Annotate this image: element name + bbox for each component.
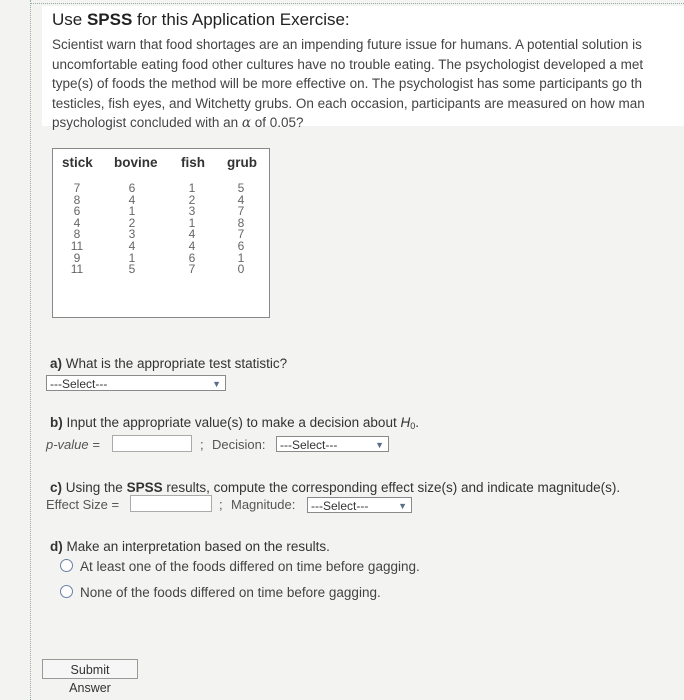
header-stick: stick — [62, 155, 93, 170]
question-d: d) Make an interpretation based on the results. — [50, 539, 330, 554]
effect-size-input[interactable] — [130, 495, 212, 512]
prompt-line: psychologist concluded with an α of 0.05? — [52, 115, 304, 131]
question-b: b) Input the appropriate value(s) to make a decision about H0. — [50, 415, 419, 431]
table-body — [53, 183, 269, 313]
test-statistic-select[interactable] — [46, 375, 226, 391]
decision-separator: ; — [200, 437, 204, 452]
table-cell: 1 — [128, 204, 136, 219]
top-divider — [30, 3, 684, 5]
table-cell: 11 — [70, 238, 84, 253]
table-header — [53, 149, 269, 175]
table-cell: 3 — [128, 227, 136, 242]
table-cell: 6 — [128, 181, 136, 195]
radio-icon[interactable] — [60, 559, 73, 572]
chevron-down-icon: ▼ — [375, 440, 384, 450]
table-cell: 7 — [188, 262, 196, 277]
header-grub: grub — [227, 155, 257, 170]
column-fish — [175, 183, 209, 276]
question-c: c) Using the SPSS results, compute the corresponding effect size(s) and indicate magnitude(s). — [50, 480, 621, 495]
table-cell: 6 — [188, 250, 196, 265]
decision-select[interactable] — [276, 436, 389, 452]
option-none[interactable]: None of the foods differed on time before gagging. — [60, 585, 381, 600]
column-grub — [224, 183, 258, 276]
option-at-least-one[interactable]: At least one of the foods differed on time before gagging. — [60, 559, 420, 574]
prompt-line: testicles, fish eyes, and Witchetty grubs. On each occasion, participants are measured on how man — [52, 95, 645, 111]
table-cell: 4 — [188, 238, 196, 253]
table-cell: 6 — [73, 204, 81, 219]
table-cell: 7 — [237, 227, 245, 242]
table-cell: 4 — [128, 238, 136, 253]
magnitude-label: Magnitude: — [231, 497, 296, 512]
magnitude-select-value: ---Select--- — [311, 499, 369, 513]
table-cell: 5 — [237, 181, 245, 195]
decision-label: Decision: — [212, 437, 266, 452]
decision-select-value: ---Select--- — [280, 438, 338, 452]
chevron-down-icon: ▼ — [398, 501, 407, 511]
exercise-prompt — [52, 35, 645, 133]
radio-icon[interactable] — [60, 585, 73, 598]
left-divider — [30, 0, 32, 700]
table-cell: 9 — [73, 250, 81, 265]
table-cell: 4 — [128, 192, 136, 207]
exercise-title: Use SPSS for this Application Exercise: — [52, 10, 350, 29]
column-stick — [60, 183, 94, 276]
table-cell: 7 — [237, 204, 245, 219]
table-cell: 11 — [70, 262, 84, 277]
header-bovine: bovine — [114, 155, 158, 170]
table-cell: 4 — [188, 227, 196, 242]
prompt-line: Scientist warn that food shortages are an impending future issue for humans. A potential solution is — [52, 37, 642, 52]
table-cell: 3 — [188, 204, 196, 219]
table-cell: 4 — [237, 192, 245, 207]
data-table — [52, 148, 270, 318]
prompt-line: uncomfortable eating food other cultures have no trouble eating. The psychologist developed a met — [52, 56, 644, 72]
table-cell: 1 — [237, 250, 245, 265]
table-cell: 1 — [188, 215, 196, 230]
header-fish: fish — [181, 155, 206, 170]
column-bovine — [115, 183, 149, 276]
table-cell: 4 — [73, 215, 81, 230]
effect-size-label: Effect Size = — [46, 497, 120, 512]
table-cell: 5 — [128, 262, 136, 277]
table-cell: 6 — [237, 238, 245, 253]
table-cell: 1 — [128, 250, 136, 265]
table-cell: 1 — [188, 181, 196, 195]
submit-answer-button[interactable]: Submit Answer — [42, 659, 138, 679]
question-a: a) What is the appropriate test statistic? — [50, 356, 288, 371]
table-cell: 8 — [73, 192, 81, 207]
table-cell: 8 — [73, 227, 81, 242]
magnitude-separator: ; — [219, 497, 223, 512]
p-value-input[interactable] — [112, 435, 192, 452]
table-cell: 2 — [128, 215, 136, 230]
magnitude-select[interactable] — [307, 497, 412, 513]
p-value-label: p-value = — [46, 437, 100, 452]
test-statistic-select-value: ---Select--- — [50, 377, 108, 391]
chevron-down-icon: ▼ — [212, 379, 221, 389]
table-cell: 2 — [188, 192, 196, 207]
table-cell: 0 — [237, 262, 245, 277]
table-cell: 7 — [73, 181, 81, 195]
table-cell: 8 — [237, 215, 245, 230]
prompt-line: type(s) of foods the method will be more effective on. The psychologist has some participants go th — [52, 76, 643, 91]
